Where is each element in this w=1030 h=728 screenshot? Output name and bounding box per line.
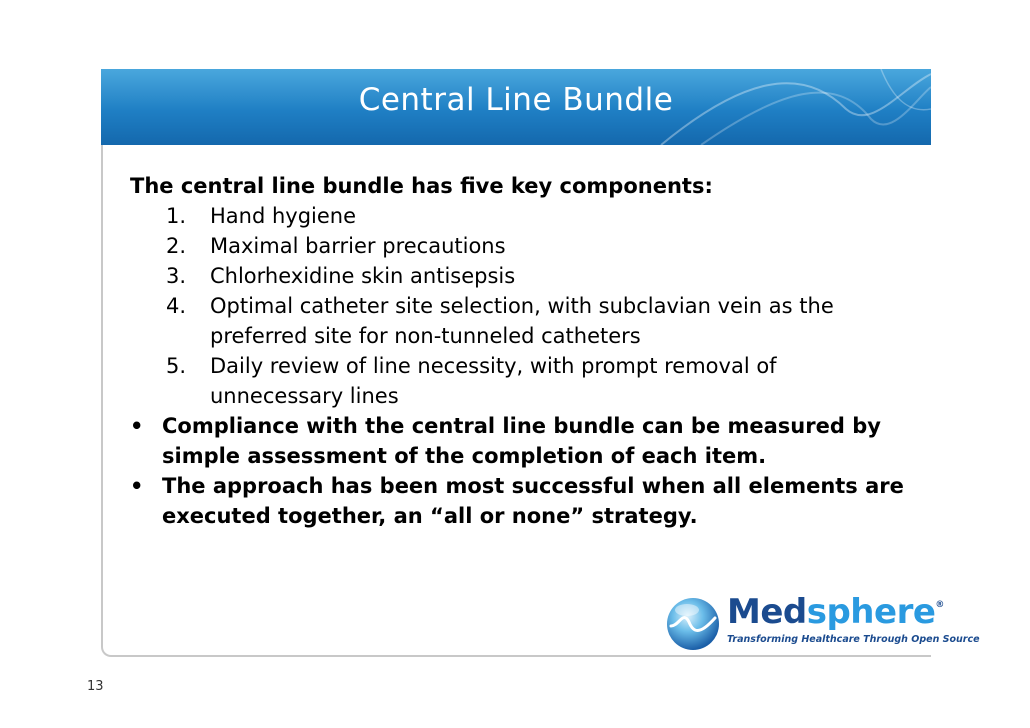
list-item <box>166 201 910 231</box>
slide-content <box>130 171 910 531</box>
page-number: 13 <box>87 679 104 694</box>
intro-text: The central line bundle has five key components: <box>130 174 713 198</box>
bullet-item <box>130 411 910 471</box>
bullet-marker: • <box>130 474 144 498</box>
logo-wordmark <box>727 592 944 632</box>
medsphere-logo <box>665 592 980 652</box>
list-text: Chlorhexidine skin antisepsis <box>210 264 516 288</box>
list-number: 3. <box>166 264 187 288</box>
orb-icon <box>665 596 721 652</box>
list-number: 4. <box>166 294 187 318</box>
list-item <box>166 351 910 411</box>
list-number: 5. <box>166 354 187 378</box>
list-text: Optimal catheter site selection, with subclavian vein as the preferred site for non-tunneled catheters <box>210 294 834 348</box>
list-number: 2. <box>166 234 187 258</box>
list-text: Daily review of line necessity, with prompt removal of unnecessary lines <box>210 354 777 408</box>
bullet-text: Compliance with the central line bundle can be measured by simple assessment of the completion of each item. <box>162 414 881 468</box>
slide-title: Central Line Bundle <box>358 82 674 118</box>
bullet-text: The approach has been most successful when all elements are executed together, an “all or none” strategy. <box>162 474 904 528</box>
list-item <box>166 261 910 291</box>
bullet-item <box>130 471 910 531</box>
list-number: 1. <box>166 204 187 228</box>
logo-tagline: Transforming Healthcare Through Open Source <box>727 634 980 645</box>
list-item <box>166 231 910 261</box>
list-text: Hand hygiene <box>210 204 357 228</box>
list-item <box>166 291 910 351</box>
logo-name-part1: Med <box>727 592 807 632</box>
bullet-marker: • <box>130 414 144 438</box>
registered-mark: ® <box>935 600 944 610</box>
components-list <box>166 201 910 411</box>
list-text: Maximal barrier precautions <box>210 234 506 258</box>
logo-name-part2: sphere <box>806 592 936 632</box>
